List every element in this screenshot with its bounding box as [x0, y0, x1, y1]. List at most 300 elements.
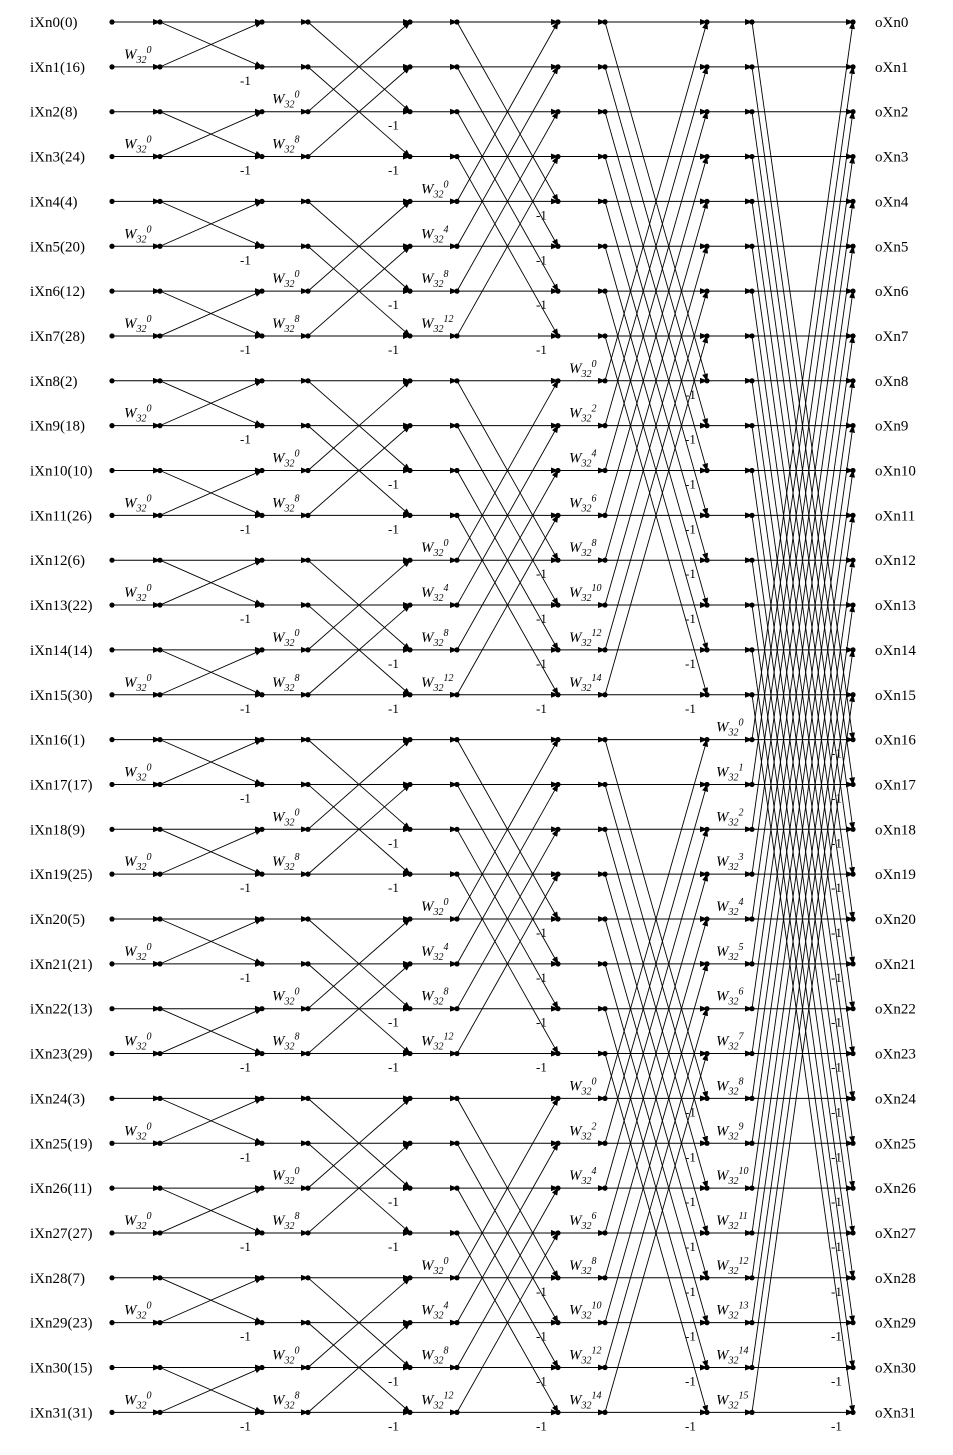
negate-label: -1 [388, 1238, 399, 1254]
butterfly-node [407, 1186, 412, 1191]
negate-label: -1 [831, 1104, 842, 1120]
butterfly-node [555, 782, 560, 787]
twiddle-subscript: 32 [728, 907, 739, 918]
twiddle-factor-label [569, 1256, 597, 1277]
twiddle-base: W [716, 764, 729, 781]
twiddle-node [602, 64, 607, 69]
twiddle-base: W [124, 585, 137, 602]
input-label: iXn6(12) [30, 284, 85, 301]
negate-label: -1 [388, 1059, 399, 1075]
twiddle-factor-label [716, 942, 744, 963]
twiddle-factor-label [569, 583, 602, 604]
negate-label: -1 [536, 1373, 547, 1389]
twiddle-exponent: 10 [591, 583, 602, 595]
twiddle-base: W [569, 629, 582, 646]
negate-label: -1 [388, 700, 399, 716]
butterfly-node [259, 782, 264, 787]
twiddle-node [749, 1320, 754, 1325]
twiddle-subscript: 32 [433, 637, 444, 649]
twiddle-factor-label [716, 897, 744, 918]
butterfly-node [704, 1051, 709, 1056]
twiddle-node [454, 244, 459, 249]
twiddle-exponent: 2 [591, 403, 597, 415]
butterfly-node [407, 378, 412, 383]
butterfly-node [259, 961, 264, 966]
butterfly-node [407, 1230, 412, 1235]
twiddle-base: W [569, 1347, 582, 1364]
butterfly-node [850, 423, 855, 428]
twiddle-node [305, 244, 310, 249]
twiddle-node [157, 64, 162, 69]
twiddle-factor-label [569, 404, 597, 425]
twiddle-base: W [716, 719, 729, 736]
twiddle-exponent: 8 [294, 134, 300, 146]
twiddle-subscript: 32 [136, 1310, 147, 1322]
butterfly-node [407, 1275, 412, 1280]
twiddle-node [157, 513, 162, 518]
input-node [109, 109, 114, 114]
negate-label: -1 [685, 611, 696, 627]
twiddle-node [305, 1096, 310, 1101]
twiddle-factor-label [421, 897, 449, 918]
twiddle-subscript: 32 [136, 772, 147, 784]
twiddle-node [157, 1410, 162, 1415]
input-label: iXn28(7) [30, 1270, 85, 1287]
butterfly-node [850, 1275, 855, 1280]
twiddle-subscript: 32 [581, 368, 592, 380]
negate-label: -1 [240, 611, 251, 627]
negate-label: -1 [831, 1014, 842, 1030]
output-label: oXn5 [875, 239, 909, 256]
twiddle-subscript: 32 [433, 1310, 444, 1322]
negate-label: -1 [240, 252, 251, 268]
twiddle-base: W [421, 943, 434, 960]
input-node [109, 916, 114, 921]
twiddle-exponent: 1 [738, 762, 744, 774]
twiddle-base: W [716, 1033, 729, 1050]
butterfly-node [555, 64, 560, 69]
twiddle-exponent: 0 [146, 134, 152, 146]
butterfly-node [555, 1320, 560, 1325]
twiddle-subscript: 32 [136, 234, 147, 246]
twiddle-factor-label [569, 1166, 597, 1187]
butterfly-node [259, 692, 264, 697]
twiddle-factor-label [124, 493, 152, 514]
input-node [109, 289, 114, 294]
negate-label: -1 [831, 835, 842, 851]
twiddle-factor-label [272, 852, 300, 873]
twiddle-node [454, 558, 459, 563]
twiddle-subscript: 32 [284, 1355, 295, 1367]
input-label: iXn26(11) [30, 1181, 92, 1198]
input-label: iXn0(0) [30, 15, 78, 31]
input-label: iXn20(5) [30, 912, 85, 928]
output-label: oXn9 [875, 418, 909, 435]
twiddle-subscript: 32 [581, 1176, 592, 1188]
negate-label: -1 [536, 1059, 547, 1075]
labels [30, 15, 916, 1433]
twiddle-subscript: 32 [581, 458, 592, 470]
output-label: oXn14 [875, 642, 916, 659]
twiddle-factor-label [272, 493, 300, 514]
twiddle-node [157, 333, 162, 338]
negate-label: -1 [240, 341, 251, 357]
twiddle-subscript: 32 [433, 234, 444, 246]
twiddle-subscript: 32 [728, 1355, 739, 1367]
twiddle-exponent: 0 [443, 1255, 449, 1267]
butterfly-node [704, 782, 709, 787]
twiddle-factor-label [716, 1211, 748, 1232]
twiddle-base: W [272, 136, 285, 153]
twiddle-node [749, 1275, 754, 1280]
twiddle-exponent: 0 [294, 807, 300, 819]
twiddle-base: W [716, 854, 729, 871]
negate-label: -1 [536, 207, 547, 223]
twiddle-node [157, 827, 162, 832]
twiddle-node [157, 1186, 162, 1191]
twiddle-subscript: 32 [581, 637, 592, 649]
input-label: iXn3(24) [30, 149, 85, 166]
twiddle-node [305, 558, 310, 563]
twiddle-exponent: 14 [591, 672, 602, 684]
output-label: oXn23 [875, 1046, 916, 1063]
butterfly-node [850, 647, 855, 652]
butterfly-node [407, 333, 412, 338]
twiddle-node [749, 154, 754, 159]
twiddle-node [454, 827, 459, 832]
twiddle-base: W [716, 1257, 729, 1274]
twiddle-exponent: 8 [443, 269, 449, 281]
twiddle-base: W [716, 1302, 729, 1319]
input-node [109, 1051, 114, 1056]
output-label: oXn28 [875, 1270, 916, 1287]
input-label: iXn31(31) [30, 1405, 93, 1422]
twiddle-base: W [421, 1347, 434, 1364]
butterfly-node [407, 19, 412, 24]
twiddle-exponent: 0 [738, 717, 744, 729]
input-label: iXn21(21) [30, 956, 93, 973]
butterfly-node [555, 692, 560, 697]
twiddle-base: W [569, 495, 582, 512]
butterfly-node [704, 558, 709, 563]
twiddle-node [454, 647, 459, 652]
twiddle-exponent: 0 [146, 762, 152, 774]
twiddle-node [305, 64, 310, 69]
twiddle-subscript: 32 [728, 1086, 739, 1098]
butterfly-node [407, 827, 412, 832]
negate-label: -1 [240, 162, 251, 178]
negate-label: -1 [685, 1418, 696, 1434]
twiddle-node [454, 872, 459, 877]
twiddle-node [454, 423, 459, 428]
twiddle-exponent: 9 [738, 1121, 744, 1133]
twiddle-base: W [272, 495, 285, 512]
twiddle-factor-label [421, 314, 454, 335]
twiddle-node [454, 1275, 459, 1280]
twiddle-base: W [569, 360, 582, 377]
twiddle-node [454, 1051, 459, 1056]
twiddle-node [602, 513, 607, 518]
butterfly-node [407, 602, 412, 607]
twiddle-factor-label [272, 628, 300, 649]
twiddle-factor-label [716, 718, 744, 739]
twiddle-node [305, 1365, 310, 1370]
output-label: oXn13 [875, 598, 916, 615]
twiddle-node [749, 782, 754, 787]
input-node [109, 1186, 114, 1191]
butterfly-node [704, 1410, 709, 1415]
twiddle-node [305, 1141, 310, 1146]
twiddle-factor-label [272, 90, 300, 111]
twiddle-subscript: 32 [136, 1220, 147, 1232]
twiddle-exponent: 12 [443, 1031, 454, 1043]
negate-label: -1 [240, 1238, 251, 1254]
twiddle-node [305, 109, 310, 114]
butterfly-node [407, 109, 412, 114]
butterfly-node [704, 199, 709, 204]
negate-label: -1 [685, 431, 696, 447]
twiddle-base: W [569, 674, 582, 691]
output-label: oXn19 [875, 867, 916, 884]
twiddle-node [157, 378, 162, 383]
twiddle-base: W [124, 315, 137, 332]
twiddle-subscript: 32 [433, 1400, 444, 1412]
twiddle-factor-label [421, 269, 449, 290]
twiddle-node [602, 737, 607, 742]
butterfly-node [704, 647, 709, 652]
twiddle-node [749, 558, 754, 563]
twiddle-exponent: 6 [591, 1210, 597, 1222]
negate-label: -1 [685, 566, 696, 582]
twiddle-exponent: 14 [591, 1390, 602, 1402]
negate-label: -1 [685, 1194, 696, 1210]
butterfly-node [555, 513, 560, 518]
twiddle-subscript: 32 [581, 548, 592, 560]
twiddle-factor-label [124, 404, 152, 425]
negate-label: -1 [240, 1059, 251, 1075]
twiddle-subscript: 32 [136, 1041, 147, 1053]
twiddle-base: W [716, 1347, 729, 1364]
twiddle-subscript: 32 [581, 1220, 592, 1232]
twiddle-subscript: 32 [284, 996, 295, 1008]
butterfly-node [555, 1230, 560, 1235]
twiddle-base: W [716, 1392, 729, 1409]
twiddle-base: W [421, 540, 434, 557]
twiddle-factor-label [124, 1211, 152, 1232]
twiddle-factor-label [716, 987, 744, 1008]
twiddle-subscript: 32 [433, 682, 444, 694]
butterfly-node [850, 1051, 855, 1056]
twiddle-exponent: 0 [146, 852, 152, 864]
output-label: oXn21 [875, 956, 916, 973]
twiddle-subscript: 32 [581, 1086, 592, 1098]
twiddle-factor-label [569, 493, 597, 514]
butterfly-node [555, 602, 560, 607]
twiddle-exponent: 3 [738, 852, 744, 864]
twiddle-exponent: 0 [146, 1031, 152, 1043]
butterfly-node [555, 333, 560, 338]
butterfly-node [259, 378, 264, 383]
input-label: iXn10(10) [30, 463, 93, 480]
twiddle-exponent: 0 [146, 1121, 152, 1133]
twiddle-base: W [421, 674, 434, 691]
twiddle-node [602, 827, 607, 832]
output-label: oXn8 [875, 373, 909, 390]
twiddle-node [602, 1365, 607, 1370]
output-label: oXn31 [875, 1405, 916, 1422]
twiddle-factor-label [716, 852, 744, 873]
twiddle-factor-label [124, 45, 152, 66]
output-label: oXn6 [875, 284, 909, 301]
butterfly-node [407, 916, 412, 921]
twiddle-node [157, 961, 162, 966]
butterfly-node [704, 1141, 709, 1146]
twiddle-subscript: 32 [284, 458, 295, 470]
butterfly-node [259, 19, 264, 24]
twiddle-node [305, 782, 310, 787]
twiddle-node [454, 289, 459, 294]
output-label: oXn26 [875, 1181, 916, 1198]
twiddle-exponent: 15 [738, 1390, 749, 1402]
twiddle-node [157, 289, 162, 294]
twiddle-base: W [124, 136, 137, 153]
twiddle-node [157, 109, 162, 114]
twiddle-factor-label [716, 1032, 745, 1053]
negate-label: -1 [536, 655, 547, 671]
twiddle-node [749, 1006, 754, 1011]
twiddle-factor-label [716, 1346, 749, 1367]
twiddle-factor-label [569, 1390, 602, 1411]
butterfly-node [555, 109, 560, 114]
twiddle-subscript: 32 [581, 1400, 592, 1412]
twiddle-exponent: 8 [738, 1076, 744, 1088]
twiddle-exponent: 0 [146, 403, 152, 415]
twiddle-exponent: 14 [738, 1345, 749, 1357]
output-label: oXn16 [875, 732, 916, 749]
butterfly-node [555, 378, 560, 383]
twiddle-factor-label [421, 1346, 449, 1367]
twiddle-subscript: 32 [728, 772, 739, 784]
negate-label: -1 [831, 1194, 842, 1210]
output-label: oXn11 [875, 508, 916, 525]
twiddle-node [602, 1051, 607, 1056]
butterfly-node [555, 737, 560, 742]
twiddle-exponent: 2 [591, 1121, 597, 1133]
negate-label: -1 [536, 566, 547, 582]
negate-label: -1 [388, 341, 399, 357]
twiddle-base: W [716, 988, 729, 1005]
twiddle-factor-label [124, 942, 152, 963]
input-node [109, 199, 114, 204]
butterfly-node [555, 1410, 560, 1415]
twiddle-node [749, 109, 754, 114]
twiddle-subscript: 32 [728, 862, 739, 874]
butterfly-node [704, 333, 709, 338]
twiddle-node [305, 872, 310, 877]
twiddle-factor-label [272, 1032, 300, 1053]
negate-label: -1 [831, 790, 842, 806]
negate-label: -1 [685, 1283, 696, 1299]
twiddle-base: W [716, 899, 729, 915]
input-label: iXn14(14) [30, 642, 93, 659]
twiddle-node [602, 1096, 607, 1101]
twiddle-node [157, 19, 162, 24]
twiddle-exponent: 8 [443, 986, 449, 998]
butterfly-node [850, 558, 855, 563]
twiddle-base: W [272, 315, 285, 332]
twiddle-base: W [569, 1392, 582, 1409]
twiddle-node [454, 378, 459, 383]
input-node [109, 1006, 114, 1011]
butterfly-node [850, 468, 855, 473]
input-label: iXn7(28) [30, 328, 85, 345]
twiddle-factor-label [124, 314, 152, 335]
twiddle-subscript: 32 [433, 1041, 444, 1053]
twiddle-base: W [421, 899, 434, 915]
twiddle-node [157, 1051, 162, 1056]
twiddle-base: W [421, 226, 434, 243]
twiddle-base: W [716, 1212, 729, 1229]
twiddle-node [454, 64, 459, 69]
twiddle-node [305, 19, 310, 24]
twiddle-base: W [272, 854, 285, 871]
twiddle-node [305, 1320, 310, 1325]
twiddle-node [157, 1230, 162, 1235]
twiddle-node [602, 289, 607, 294]
twiddle-node [305, 737, 310, 742]
butterfly-node [704, 64, 709, 69]
twiddle-base: W [124, 226, 137, 243]
twiddle-base: W [124, 495, 137, 512]
negate-label: -1 [388, 880, 399, 896]
twiddle-base: W [569, 1168, 582, 1185]
twiddle-factor-label [716, 1256, 749, 1277]
twiddle-node [602, 1230, 607, 1235]
negate-label: -1 [240, 969, 251, 985]
negate-label: -1 [831, 745, 842, 761]
twiddle-exponent: 0 [294, 269, 300, 281]
twiddle-base: W [124, 1302, 137, 1319]
twiddle-subscript: 32 [136, 503, 147, 515]
twiddle-exponent: 8 [443, 627, 449, 639]
twiddle-node [602, 154, 607, 159]
twiddle-node [749, 1096, 754, 1101]
twiddle-node [602, 782, 607, 787]
twiddle-base: W [272, 450, 285, 467]
butterfly-node [407, 872, 412, 877]
twiddle-subscript: 32 [581, 593, 592, 605]
twiddle-exponent: 0 [294, 448, 300, 460]
negate-label: -1 [831, 1059, 842, 1075]
butterfly-node [850, 109, 855, 114]
butterfly-node [555, 244, 560, 249]
twiddle-subscript: 32 [284, 99, 295, 111]
twiddle-node [157, 1365, 162, 1370]
butterfly-node [259, 737, 264, 742]
negate-label: -1 [685, 521, 696, 537]
twiddle-base: W [569, 1257, 582, 1274]
twiddle-base: W [124, 764, 137, 781]
twiddle-node [305, 333, 310, 338]
input-node [109, 1410, 114, 1415]
negate-label: -1 [831, 880, 842, 896]
butterfly-node [850, 1230, 855, 1235]
twiddle-node [749, 1186, 754, 1191]
twiddle-node [454, 1006, 459, 1011]
output-label: oXn18 [875, 822, 916, 839]
twiddle-subscript: 32 [284, 1220, 295, 1232]
twiddle-subscript: 32 [433, 951, 444, 963]
